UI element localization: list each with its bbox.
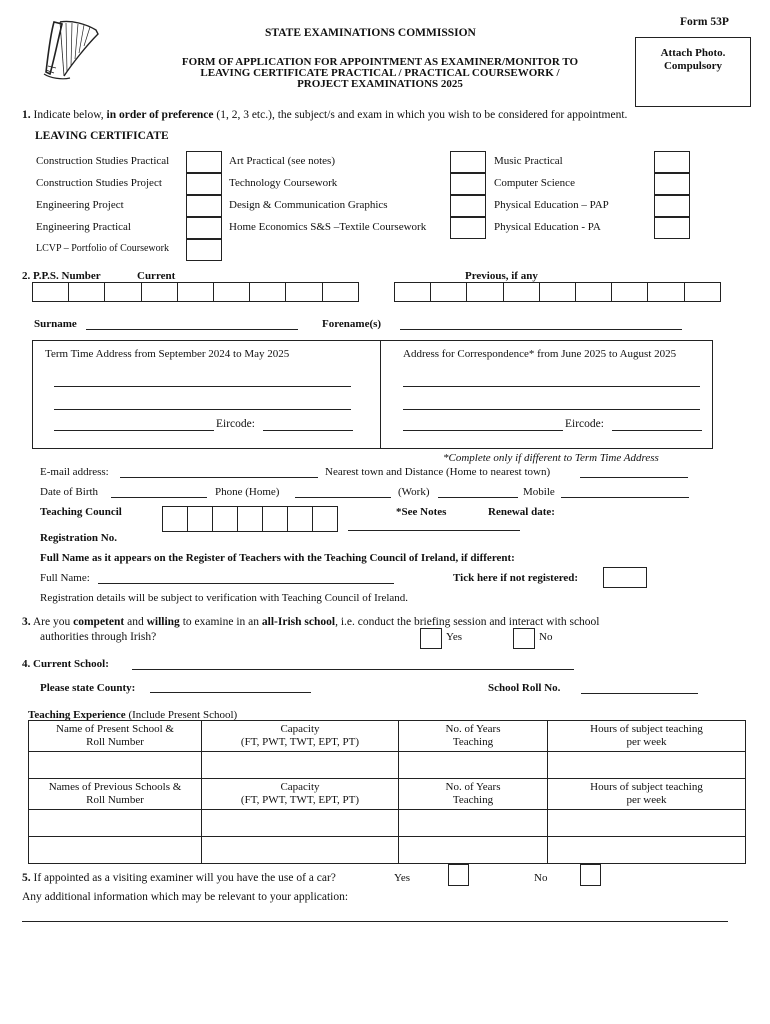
correspondence-note: *Complete only if different to Term Time Address <box>443 452 659 464</box>
table-row <box>29 752 746 779</box>
table-cell[interactable] <box>29 837 202 864</box>
q3-competent: competent <box>73 616 125 628</box>
current-school-text: Current School: <box>33 658 109 670</box>
q3-text-a: Are you <box>32 616 74 628</box>
table-cell[interactable] <box>29 810 202 837</box>
pps-previous-char-box[interactable] <box>539 282 576 302</box>
header-text: Teaching <box>452 736 494 748</box>
table-cell[interactable] <box>399 752 548 779</box>
not-registered-label: Tick here if not registered: <box>453 572 579 584</box>
teaching-council-char-box[interactable] <box>237 506 263 532</box>
preference-box-home-economics[interactable] <box>450 217 486 239</box>
preference-box-construction-project[interactable] <box>186 173 222 195</box>
term-eircode-label: Eircode: <box>216 418 255 430</box>
surname-field[interactable] <box>86 329 298 330</box>
subject-label: Physical Education - PA <box>494 221 601 233</box>
teaching-council-char-box[interactable] <box>312 506 338 532</box>
subject-label: Music Practical <box>494 155 563 167</box>
pps-previous-char-box[interactable] <box>684 282 721 302</box>
teaching-experience-table <box>28 720 746 864</box>
header-text: (FT, PWT, TWT, EPT, PT) <box>240 794 360 806</box>
title-line-2: LEAVING CERTIFICATE PRACTICAL / PRACTICAL COURSEWORK / <box>200 67 560 79</box>
subject-label: Engineering Practical <box>36 221 131 233</box>
leaving-cert-heading: LEAVING CERTIFICATE <box>35 130 169 142</box>
pps-current-char-box[interactable] <box>68 282 105 302</box>
roll-no-field[interactable] <box>581 693 698 694</box>
q2-number: 2. <box>22 270 31 282</box>
commission-name: STATE EXAMINATIONS COMMISSION <box>265 27 476 39</box>
header-text: No. of Years <box>445 781 501 793</box>
pps-previous-char-box[interactable] <box>394 282 431 302</box>
term-address-line-1[interactable] <box>54 386 351 387</box>
subject-label: Home Economics S&S –Textile Coursework <box>229 221 427 233</box>
pps-label <box>22 270 101 282</box>
phone-home-field[interactable] <box>295 497 391 498</box>
correspondence-address-label: Address for Correspondence* from June 2025 to August 2025 <box>403 348 677 360</box>
full-name-label: Full Name: <box>40 572 90 584</box>
table-cell[interactable] <box>548 810 746 837</box>
preference-box-music[interactable] <box>654 151 690 173</box>
pps-previous-char-box[interactable] <box>430 282 467 302</box>
header-text: Roll Number <box>86 736 144 748</box>
header-years <box>399 779 548 810</box>
header-text: Capacity <box>280 723 320 735</box>
pps-previous-char-box[interactable] <box>466 282 503 302</box>
teaching-experience-bold: Teaching Experience <box>28 709 126 721</box>
table-header-row <box>29 721 746 752</box>
table-header-row <box>29 779 746 810</box>
table-cell[interactable] <box>399 837 548 864</box>
header-text: Teaching <box>452 794 494 806</box>
photo-box[interactable] <box>635 37 751 107</box>
preference-box-art[interactable] <box>450 151 486 173</box>
phone-work-field[interactable] <box>438 497 518 498</box>
full-name-heading: Full Name as it appears on the Register of Teachers with the Teaching Council of Ireland, if different: <box>40 552 515 564</box>
table-cell[interactable] <box>202 837 399 864</box>
email-label: E-mail address: <box>40 466 109 478</box>
title-line-1: FORM OF APPLICATION FOR APPOINTMENT AS EXAMINER/MONITOR TO <box>181 56 579 68</box>
pps-previous-char-box[interactable] <box>575 282 612 302</box>
roll-no-label: School Roll No. <box>488 682 561 694</box>
header-text: per week <box>626 794 667 806</box>
q3-text-b: to examine in an <box>179 616 262 628</box>
pps-current-char-box[interactable] <box>285 282 322 302</box>
q3-yes-label: Yes <box>446 631 463 643</box>
q5-no-checkbox[interactable] <box>580 864 601 886</box>
mobile-label: Mobile <box>523 486 555 498</box>
q5-number: 5. <box>22 872 31 884</box>
pps-previous-char-box[interactable] <box>611 282 648 302</box>
header-years <box>399 721 548 752</box>
q1-instruction <box>22 109 627 121</box>
term-address-line-3[interactable] <box>54 430 214 431</box>
forename-label: Forename(s) <box>322 318 382 330</box>
preference-box-pe-pa[interactable] <box>654 217 690 239</box>
not-registered-checkbox[interactable] <box>603 567 647 588</box>
q5-question <box>22 872 336 884</box>
header-text: (FT, PWT, TWT, EPT, PT) <box>240 736 360 748</box>
pps-current-char-box[interactable] <box>322 282 359 302</box>
pps-current-char-box[interactable] <box>104 282 141 302</box>
table-cell[interactable] <box>202 752 399 779</box>
header-text: Name of Present School & <box>56 723 174 735</box>
subject-label: Computer Science <box>494 177 575 189</box>
forename-field[interactable] <box>400 329 682 330</box>
photo-label-1: Attach Photo. <box>660 47 726 59</box>
corr-address-line-2[interactable] <box>403 409 700 410</box>
q3-number: 3. <box>22 616 31 628</box>
header-hours <box>548 721 746 752</box>
surname-label: Surname <box>34 318 77 330</box>
form-number: Form 53P <box>680 16 729 28</box>
header-hours <box>548 779 746 810</box>
teaching-council-char-box[interactable] <box>187 506 213 532</box>
header-present-school <box>29 721 202 752</box>
teaching-council-char-box[interactable] <box>162 506 188 532</box>
q3-irish: all-Irish school <box>261 616 336 628</box>
subject-label: LCVP – Portfolio of Coursework <box>36 243 169 254</box>
full-name-field[interactable] <box>98 583 394 584</box>
pps-current-char-box[interactable] <box>249 282 286 302</box>
term-eircode-field[interactable] <box>263 430 353 431</box>
table-row <box>29 837 746 864</box>
table-cell[interactable] <box>399 810 548 837</box>
preference-box-dcg[interactable] <box>450 195 486 217</box>
subject-label: Design & Communication Graphics <box>229 199 388 211</box>
pps-current-char-box[interactable] <box>32 282 69 302</box>
registration-no-label: Registration No. <box>40 532 117 544</box>
teaching-council-char-box[interactable] <box>287 506 313 532</box>
header-text: per week <box>626 736 667 748</box>
preference-box-technology[interactable] <box>450 173 486 195</box>
header-text: Hours of subject teaching <box>590 723 703 735</box>
email-field[interactable] <box>120 477 318 478</box>
pps-previous-label: Previous, if any <box>465 270 538 282</box>
teaching-council-label: Teaching Council <box>40 506 122 518</box>
table-cell[interactable] <box>202 810 399 837</box>
term-address-line-2[interactable] <box>54 409 351 410</box>
q3-question <box>22 616 600 628</box>
dob-label: Date of Birth <box>40 486 99 498</box>
q3-willing: willing <box>146 616 180 628</box>
preference-box-engineering-practical[interactable] <box>186 217 222 239</box>
phone-work-label: (Work) <box>398 486 430 498</box>
county-field[interactable] <box>150 692 311 693</box>
teaching-council-char-box[interactable] <box>262 506 288 532</box>
q1-text-a: Indicate below, <box>33 109 107 121</box>
corr-eircode-field[interactable] <box>612 430 702 431</box>
teaching-council-char-box[interactable] <box>212 506 238 532</box>
q5-no-label: No <box>534 872 548 884</box>
header-text: Roll Number <box>86 794 144 806</box>
mobile-field[interactable] <box>561 497 689 498</box>
subject-label: Engineering Project <box>36 199 124 211</box>
pps-previous-char-box[interactable] <box>503 282 540 302</box>
renewal-date-field[interactable] <box>348 530 520 531</box>
current-school-field[interactable] <box>132 669 574 670</box>
pps-current-label: Current <box>137 270 176 282</box>
q3-and: and <box>124 616 147 628</box>
header-text: Names of Previous Schools & <box>48 781 182 793</box>
pps-current-char-box[interactable] <box>177 282 214 302</box>
preference-box-pe-pap[interactable] <box>654 195 690 217</box>
q3-no-label: No <box>539 631 553 643</box>
nearest-town-label: Nearest town and Distance (Home to nearest town) <box>325 466 551 478</box>
subject-label: Construction Studies Practical <box>36 155 170 167</box>
q1-number: 1. <box>22 109 31 121</box>
title-line-3: PROJECT EXAMINATIONS 2025 <box>297 78 463 90</box>
q4-number: 4. <box>22 658 31 670</box>
form-title <box>130 57 630 90</box>
preference-box-construction-practical[interactable] <box>186 151 222 173</box>
pps-current-char-box[interactable] <box>213 282 250 302</box>
table-cell[interactable] <box>548 752 746 779</box>
renewal-date-label: Renewal date: <box>488 506 555 518</box>
additional-info-label: Any additional information which may be relevant to your application: <box>22 891 349 903</box>
preference-box-computer-science[interactable] <box>654 173 690 195</box>
additional-info-field[interactable] <box>22 921 728 922</box>
subject-label: Art Practical (see notes) <box>229 155 335 167</box>
q5-text: If appointed as a visiting examiner will you have the use of a car? <box>33 872 336 884</box>
header-text: No. of Years <box>445 723 501 735</box>
q5-yes-checkbox[interactable] <box>448 864 469 886</box>
term-address-label: Term Time Address from September 2024 to May 2025 <box>45 348 290 360</box>
header-text: Capacity <box>280 781 320 793</box>
see-notes-label: *See Notes <box>396 506 447 518</box>
table-cell[interactable] <box>29 752 202 779</box>
pps-current-char-box[interactable] <box>141 282 178 302</box>
harp-logo <box>40 16 102 84</box>
teaching-experience-rest: (Include Present School) <box>125 709 238 721</box>
county-label: Please state County: <box>40 682 136 694</box>
subject-label: Physical Education – PAP <box>494 199 609 211</box>
q1-text-b: in order of preference <box>106 109 214 121</box>
q3-text-c: , i.e. conduct the briefing session and interact with school <box>335 616 600 628</box>
q5-yes-label: Yes <box>394 872 411 884</box>
subject-label: Technology Coursework <box>229 177 338 189</box>
phone-home-label: Phone (Home) <box>215 486 280 498</box>
photo-label-2: Compulsory <box>663 60 723 72</box>
current-school-label <box>22 658 109 670</box>
preference-box-engineering-project[interactable] <box>186 195 222 217</box>
corr-address-line-3[interactable] <box>403 430 563 431</box>
table-cell[interactable] <box>548 837 746 864</box>
corr-address-line-1[interactable] <box>403 386 700 387</box>
verification-note: Registration details will be subject to verification with Teaching Council of Ireland. <box>40 592 409 604</box>
q3-yes-checkbox[interactable] <box>420 628 442 649</box>
q3-no-checkbox[interactable] <box>513 628 535 649</box>
subject-label: Construction Studies Project <box>36 177 162 189</box>
nearest-town-field[interactable] <box>580 477 688 478</box>
header-previous-schools <box>29 779 202 810</box>
header-text: Hours of subject teaching <box>590 781 703 793</box>
header-capacity <box>202 779 399 810</box>
pps-previous-char-box[interactable] <box>647 282 684 302</box>
q3-line-2: authorities through Irish? <box>40 631 157 643</box>
preference-box-lcvp[interactable] <box>186 239 222 261</box>
dob-field[interactable] <box>111 497 207 498</box>
pps-text: P.P.S. Number <box>33 270 101 282</box>
q1-text-c: (1, 2, 3 etc.), the subject/s and exam in which you wish to be considered for appointment. <box>213 109 628 121</box>
corr-eircode-label: Eircode: <box>565 418 604 430</box>
table-row <box>29 810 746 837</box>
header-capacity <box>202 721 399 752</box>
